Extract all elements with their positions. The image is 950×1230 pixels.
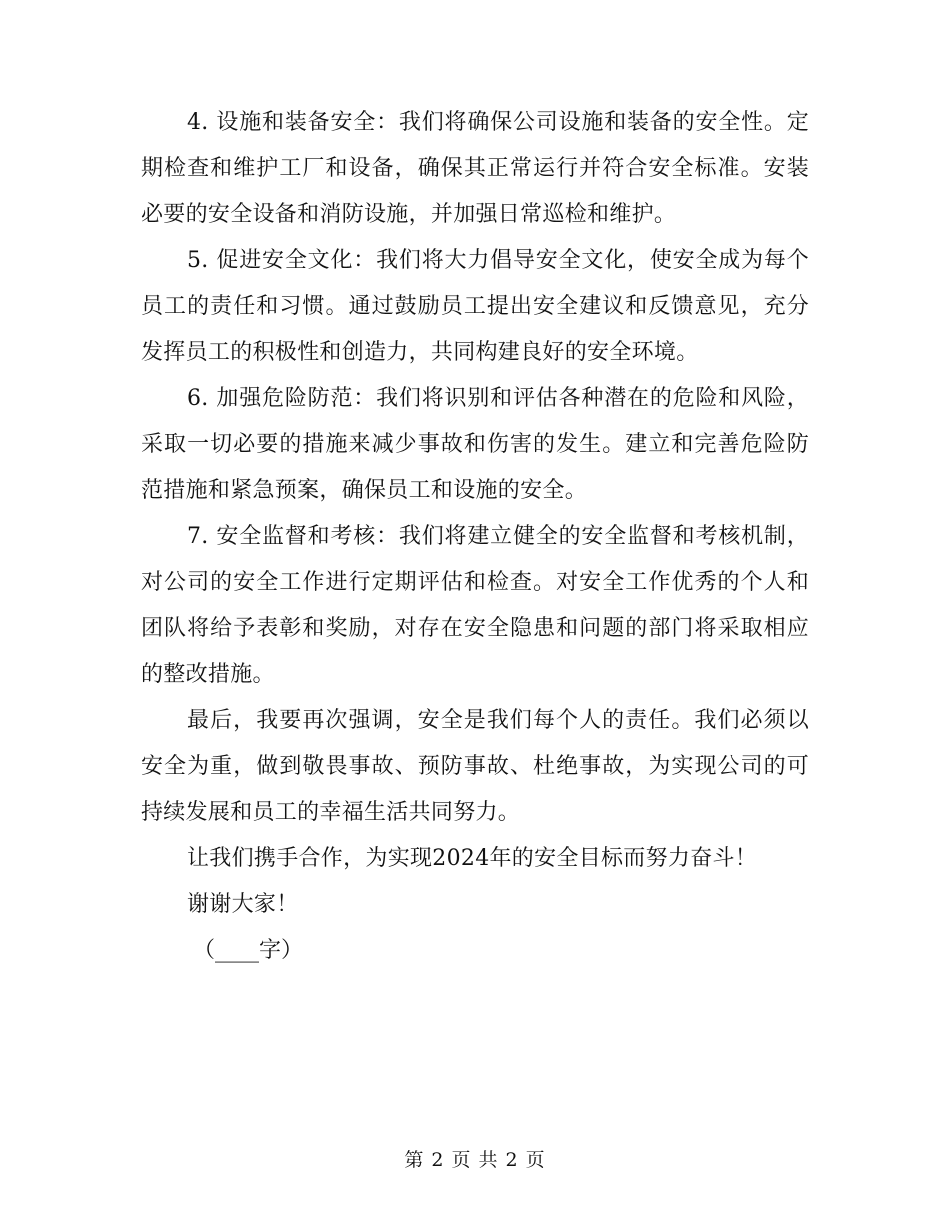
paragraph-item-7-supervision: 7. 安全监督和考核：我们将建立健全的安全监督和考核机制，对公司的安全工作进行定期评估和检查。对安全工作优秀的个人和团队将给予表彰和奖励，对存在安全隐患和问题的部门将采取相应的整改措施。 xyxy=(141,524,809,687)
paragraph-call-to-action: 让我们携手合作，为实现2024年的安全目标而努力奋斗！ xyxy=(187,846,758,871)
word-count-placeholder: （____字） xyxy=(193,938,304,963)
page-number-footer: 第 2 页 共 2 页 xyxy=(404,1149,546,1171)
paragraph-closing-emphasis: 最后，我要再次强调，安全是我们每个人的责任。我们必须以安全为重，做到敬畏事故、预防事故、杜绝事故，为实现公司的可持续发展和员工的幸福生活共同努力。 xyxy=(141,708,809,825)
document-body xyxy=(141,100,809,974)
paragraph-item-6-hazard-prevention: 6. 加强危险防范：我们将识别和评估各种潜在的危险和风险，采取一切必要的措施来减少事故和伤害的发生。建立和完善危险防范措施和紧急预案，确保员工和设施的安全。 xyxy=(141,386,809,503)
paragraph-item-4-facilities: 4. 设施和装备安全：我们将确保公司设施和装备的安全性。定期检查和维护工厂和设备，确保其正常运行并符合安全标准。安装必要的安全设备和消防设施，并加强日常巡检和维护。 xyxy=(141,110,809,227)
paragraph-item-5-safety-culture: 5. 促进安全文化：我们将大力倡导安全文化，使安全成为每个员工的责任和习惯。通过鼓励员工提出安全建议和反馈意见，充分发挥员工的积极性和创造力，共同构建良好的安全环境。 xyxy=(141,248,809,365)
paragraph-thanks: 谢谢大家！ xyxy=(187,892,299,917)
